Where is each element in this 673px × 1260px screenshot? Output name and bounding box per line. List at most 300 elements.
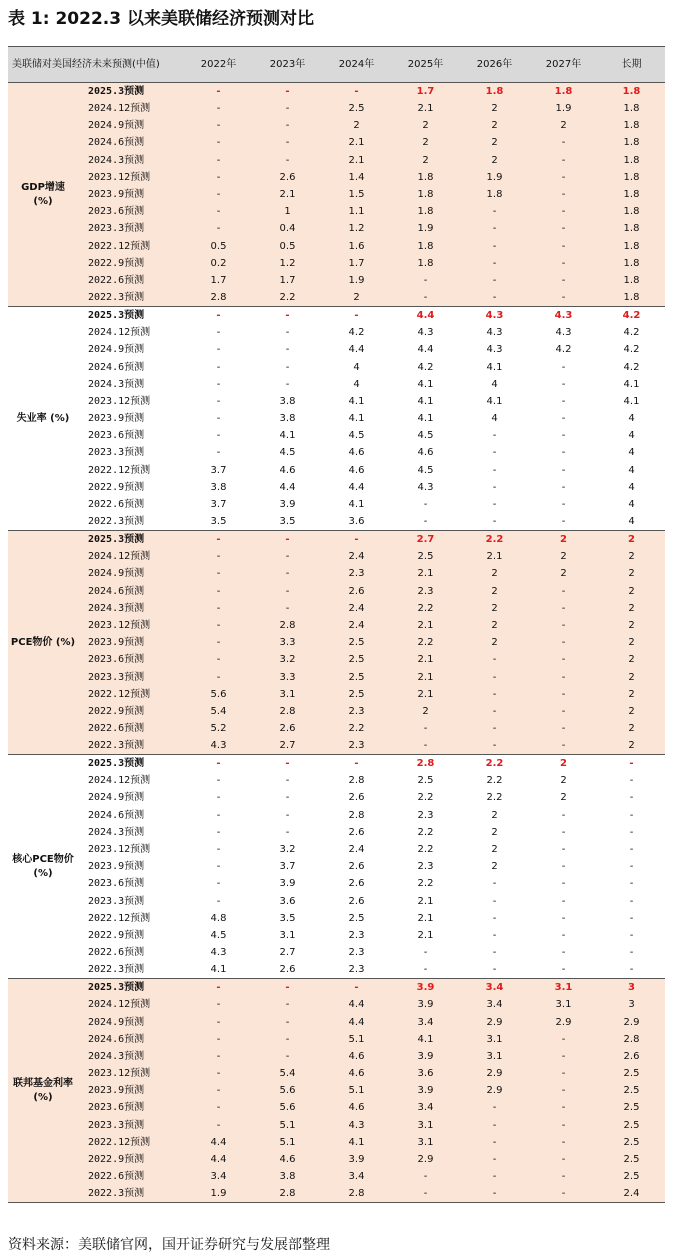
forecast-value: - [391, 961, 460, 979]
forecast-value: 2 [460, 134, 529, 151]
table-row [8, 565, 665, 582]
forecast-value: 4.2 [391, 358, 460, 375]
forecast-value: 2.5 [598, 1168, 665, 1185]
forecast-value: - [184, 203, 253, 220]
forecast-value: 2.2 [460, 772, 529, 789]
forecast-value: 2.3 [391, 807, 460, 824]
forecast-value: 1.8 [598, 289, 665, 307]
forecast-value: - [391, 272, 460, 289]
table-row [8, 944, 665, 961]
forecast-date-label: 2024.6预测 [78, 1031, 184, 1048]
forecast-value: - [460, 255, 529, 272]
forecast-value: 4.4 [391, 307, 460, 325]
forecast-value: 1.9 [184, 1185, 253, 1203]
forecast-value: - [529, 358, 598, 375]
header-year: 2022年 [184, 47, 253, 83]
table-row [8, 272, 665, 289]
forecast-value: 2 [322, 289, 391, 307]
forecast-date-label: 2022.6预测 [78, 272, 184, 289]
forecast-value: 2.6 [322, 583, 391, 600]
forecast-value: 1.9 [391, 220, 460, 237]
forecast-value: 4.6 [322, 462, 391, 479]
forecast-value: - [598, 961, 665, 979]
forecast-value: 1 [253, 203, 322, 220]
forecast-value: - [184, 858, 253, 875]
forecast-value: 2.7 [391, 531, 460, 549]
forecast-value: 5.1 [253, 1134, 322, 1151]
forecast-value: 4 [598, 462, 665, 479]
forecast-value: - [253, 358, 322, 375]
forecast-value: - [529, 220, 598, 237]
forecast-value: 2.9 [460, 1082, 529, 1099]
forecast-value: 3 [598, 979, 665, 997]
forecast-value: 2.6 [598, 1048, 665, 1065]
table-row [8, 513, 665, 531]
forecast-value: 2.5 [598, 1151, 665, 1168]
forecast-value: 2.1 [391, 100, 460, 117]
forecast-value: 2.2 [391, 789, 460, 806]
forecast-value: 0.5 [253, 238, 322, 255]
table-title: 表 1: 2022.3 以来美联储经济预测对比 [8, 9, 314, 29]
forecast-value: - [391, 737, 460, 755]
forecast-date-label: 2024.6预测 [78, 134, 184, 151]
forecast-value: - [598, 858, 665, 875]
forecast-value: 4 [598, 496, 665, 513]
forecast-date-label: 2022.6预测 [78, 496, 184, 513]
forecast-value: 1.8 [598, 186, 665, 203]
forecast-value: 4.6 [322, 1048, 391, 1065]
table-row [8, 824, 665, 841]
forecast-value: 4.1 [598, 393, 665, 410]
forecast-value: - [529, 858, 598, 875]
forecast-value: 4.6 [253, 1151, 322, 1168]
forecast-value: - [322, 755, 391, 773]
forecast-value: - [322, 979, 391, 997]
forecast-value: - [391, 720, 460, 737]
forecast-value: - [184, 134, 253, 151]
forecast-date-label: 2024.3预测 [78, 600, 184, 617]
forecast-value: - [253, 376, 322, 393]
forecast-value: - [529, 134, 598, 151]
table-row [8, 1134, 665, 1151]
forecast-value: 1.9 [529, 100, 598, 117]
forecast-value: 2.4 [598, 1185, 665, 1203]
forecast-value: - [253, 824, 322, 841]
forecast-date-label: 2024.12预测 [78, 996, 184, 1013]
forecast-value: 3.7 [184, 496, 253, 513]
forecast-value: 1.1 [322, 203, 391, 220]
forecast-value: - [184, 548, 253, 565]
forecast-value: 1.7 [253, 272, 322, 289]
forecast-value: - [460, 686, 529, 703]
forecast-value: 1.8 [598, 272, 665, 289]
forecast-value: 2.8 [598, 1031, 665, 1048]
table-row [8, 583, 665, 600]
forecast-value: 2.4 [322, 600, 391, 617]
forecast-value: 4.6 [322, 444, 391, 461]
forecast-value: 1.8 [598, 203, 665, 220]
forecast-value: 2.5 [598, 1117, 665, 1134]
forecast-date-label: 2023.9预测 [78, 1082, 184, 1099]
forecast-value: - [529, 479, 598, 496]
forecast-value: - [529, 807, 598, 824]
forecast-date-label: 2024.12预测 [78, 324, 184, 341]
forecast-date-label: 2023.6预测 [78, 1099, 184, 1116]
forecast-date-label: 2024.3预测 [78, 152, 184, 169]
forecast-value: - [529, 961, 598, 979]
forecast-value: 4.1 [391, 393, 460, 410]
forecast-value: 2.6 [322, 893, 391, 910]
indicator-name: 联邦基金利率 (%) [8, 979, 78, 1203]
forecast-value: - [184, 755, 253, 773]
forecast-value: 4 [322, 376, 391, 393]
forecast-value: 2 [460, 100, 529, 117]
forecast-date-label: 2022.12预测 [78, 686, 184, 703]
forecast-value: 2.5 [322, 651, 391, 668]
forecast-value: - [184, 668, 253, 685]
forecast-date-label: 2022.9预测 [78, 927, 184, 944]
forecast-value: 3.1 [460, 1031, 529, 1048]
forecast-value: 4.1 [598, 376, 665, 393]
forecast-value: - [184, 1013, 253, 1030]
table-header [8, 47, 665, 83]
forecast-value: 3.8 [184, 479, 253, 496]
forecast-value: 3.9 [391, 1048, 460, 1065]
forecast-value: - [529, 238, 598, 255]
forecast-value: - [253, 1013, 322, 1030]
forecast-date-label: 2024.3预测 [78, 1048, 184, 1065]
forecast-date-label: 2023.12预测 [78, 1065, 184, 1082]
forecast-value: 2 [529, 772, 598, 789]
forecast-value: - [529, 944, 598, 961]
forecast-value: 1.8 [598, 83, 665, 101]
forecast-value: - [184, 152, 253, 169]
forecast-value: - [184, 186, 253, 203]
forecast-date-label: 2023.12预测 [78, 169, 184, 186]
forecast-value: 4 [322, 358, 391, 375]
forecast-value: 4.3 [184, 944, 253, 961]
forecast-value: - [529, 427, 598, 444]
forecast-value: 4.5 [184, 927, 253, 944]
forecast-value: 4.3 [391, 479, 460, 496]
forecast-date-label: 2022.3预测 [78, 737, 184, 755]
indicator-section [8, 979, 665, 1203]
forecast-date-label: 2022.3预测 [78, 289, 184, 307]
forecast-date-label: 2024.9预测 [78, 789, 184, 806]
forecast-value: 3.1 [391, 1117, 460, 1134]
forecast-value: - [253, 600, 322, 617]
forecast-value: - [460, 444, 529, 461]
forecast-value: 2.3 [322, 565, 391, 582]
forecast-value: - [598, 910, 665, 927]
forecast-value: - [460, 944, 529, 961]
forecast-value: 3.1 [253, 686, 322, 703]
forecast-value: 1.8 [598, 169, 665, 186]
forecast-value: 2.8 [184, 289, 253, 307]
forecast-date-label: 2023.6预测 [78, 427, 184, 444]
forecast-value: - [529, 1134, 598, 1151]
forecast-date-label: 2025.3预测 [78, 83, 184, 101]
forecast-value: 3.6 [322, 513, 391, 531]
forecast-date-label: 2024.6预测 [78, 807, 184, 824]
forecast-value: - [598, 789, 665, 806]
forecast-value: 4.3 [322, 1117, 391, 1134]
forecast-value: - [253, 324, 322, 341]
forecast-date-label: 2023.3预测 [78, 1117, 184, 1134]
forecast-value: 2.5 [322, 668, 391, 685]
forecast-value: 2.6 [322, 824, 391, 841]
forecast-value: 1.8 [598, 238, 665, 255]
forecast-date-label: 2023.6预测 [78, 875, 184, 892]
forecast-value: 2.6 [253, 720, 322, 737]
forecast-value: 5.2 [184, 720, 253, 737]
forecast-value: 2 [529, 755, 598, 773]
forecast-value: - [598, 807, 665, 824]
header-year: 2027年 [529, 47, 598, 83]
forecast-value: 1.8 [391, 238, 460, 255]
forecast-value: 1.8 [391, 186, 460, 203]
table-row [8, 169, 665, 186]
forecast-value: 2.5 [598, 1099, 665, 1116]
forecast-value: 2.2 [391, 634, 460, 651]
forecast-value: - [184, 307, 253, 325]
forecast-value: 2.5 [598, 1065, 665, 1082]
forecast-value: - [184, 1099, 253, 1116]
table-row [8, 548, 665, 565]
forecast-value: 1.8 [598, 117, 665, 134]
table-row [8, 703, 665, 720]
forecast-value: - [253, 307, 322, 325]
forecast-value: 1.2 [322, 220, 391, 237]
forecast-value: - [529, 703, 598, 720]
forecast-value: 2 [529, 117, 598, 134]
table-row [8, 651, 665, 668]
forecast-date-label: 2022.12预测 [78, 910, 184, 927]
forecast-date-label: 2023.3预测 [78, 893, 184, 910]
forecast-date-label: 2022.9预测 [78, 1151, 184, 1168]
forecast-date-label: 2022.6预测 [78, 1168, 184, 1185]
forecast-value: - [253, 341, 322, 358]
forecast-value: 4 [460, 376, 529, 393]
forecast-value: - [598, 772, 665, 789]
forecast-value: - [529, 824, 598, 841]
forecast-value: 2.2 [460, 755, 529, 773]
forecast-value: 3.1 [529, 996, 598, 1013]
forecast-value: 2.9 [460, 1013, 529, 1030]
table-row [8, 341, 665, 358]
forecast-value: 4 [598, 513, 665, 531]
forecast-value: 2.3 [322, 961, 391, 979]
forecast-value: 1.5 [322, 186, 391, 203]
forecast-value: 1.8 [598, 220, 665, 237]
forecast-value: 3.8 [253, 393, 322, 410]
forecast-value: 3.5 [253, 910, 322, 927]
forecast-value: 5.4 [184, 703, 253, 720]
forecast-value: - [253, 772, 322, 789]
forecast-value: 2.2 [391, 600, 460, 617]
table-row [8, 1013, 665, 1030]
forecast-value: 3.4 [391, 1013, 460, 1030]
forecast-value: 2.3 [322, 703, 391, 720]
forecast-value: 4.1 [322, 496, 391, 513]
forecast-value: - [460, 272, 529, 289]
forecast-value: 3.9 [391, 979, 460, 997]
forecast-value: - [184, 427, 253, 444]
forecast-value: - [253, 134, 322, 151]
forecast-value: - [460, 1117, 529, 1134]
forecast-value: 2.4 [322, 617, 391, 634]
forecast-value: - [184, 531, 253, 549]
forecast-value: 4.3 [529, 307, 598, 325]
forecast-date-label: 2022.9预测 [78, 703, 184, 720]
forecast-value: - [184, 358, 253, 375]
table-row [8, 100, 665, 117]
table-row [8, 961, 665, 979]
forecast-value: - [460, 1185, 529, 1203]
forecast-table-container [8, 46, 665, 1203]
forecast-value: 4.1 [322, 1134, 391, 1151]
forecast-value: 2 [460, 600, 529, 617]
table-row [8, 996, 665, 1013]
forecast-date-label: 2022.6预测 [78, 720, 184, 737]
table-row [8, 772, 665, 789]
forecast-value: - [253, 100, 322, 117]
forecast-value: - [460, 668, 529, 685]
forecast-value: 1.6 [322, 238, 391, 255]
table-row [8, 496, 665, 513]
forecast-value: 1.8 [460, 83, 529, 101]
forecast-value: - [184, 979, 253, 997]
forecast-value: - [460, 961, 529, 979]
forecast-value: 2.5 [598, 1082, 665, 1099]
forecast-value: 2 [598, 686, 665, 703]
forecast-value: 2.5 [322, 100, 391, 117]
table-row [8, 410, 665, 427]
table-row [8, 893, 665, 910]
forecast-value: 2.2 [322, 720, 391, 737]
table-row [8, 617, 665, 634]
forecast-value: 2 [598, 600, 665, 617]
forecast-value: 4.5 [253, 444, 322, 461]
forecast-value: 2.8 [322, 807, 391, 824]
forecast-value: 4.2 [598, 341, 665, 358]
forecast-value: - [184, 634, 253, 651]
forecast-date-label: 2024.12预测 [78, 772, 184, 789]
forecast-value: - [253, 565, 322, 582]
forecast-value: 5.1 [322, 1031, 391, 1048]
forecast-value: 2.1 [460, 548, 529, 565]
forecast-value: - [460, 1099, 529, 1116]
forecast-value: 2 [460, 824, 529, 841]
forecast-value: - [184, 341, 253, 358]
table-row [8, 203, 665, 220]
forecast-value: 2 [598, 651, 665, 668]
table-row [8, 737, 665, 755]
forecast-date-label: 2023.12预测 [78, 841, 184, 858]
forecast-value: 2.8 [253, 1185, 322, 1203]
forecast-date-label: 2023.6预测 [78, 651, 184, 668]
forecast-value: - [460, 737, 529, 755]
forecast-value: - [529, 1168, 598, 1185]
forecast-value: - [460, 893, 529, 910]
forecast-value: 2.5 [322, 910, 391, 927]
forecast-value: 4.5 [391, 427, 460, 444]
forecast-value: 3.1 [460, 1048, 529, 1065]
forecast-value: - [460, 513, 529, 531]
forecast-value: 2.3 [322, 927, 391, 944]
forecast-date-label: 2025.3预测 [78, 531, 184, 549]
forecast-value: 2.9 [598, 1013, 665, 1030]
forecast-value: - [529, 1185, 598, 1203]
forecast-value: 4.3 [460, 341, 529, 358]
forecast-date-label: 2022.12预测 [78, 238, 184, 255]
forecast-value: - [184, 824, 253, 841]
table-row [8, 1151, 665, 1168]
forecast-value: 4.3 [391, 324, 460, 341]
forecast-value: 2.2 [391, 841, 460, 858]
table-row [8, 979, 665, 997]
forecast-value: 1.9 [322, 272, 391, 289]
forecast-value: 4 [598, 410, 665, 427]
forecast-value: - [391, 1185, 460, 1203]
forecast-value: - [529, 927, 598, 944]
forecast-value: 3.6 [391, 1065, 460, 1082]
forecast-value: - [529, 893, 598, 910]
forecast-value: - [322, 531, 391, 549]
forecast-value: - [184, 100, 253, 117]
forecast-value: 2.8 [253, 617, 322, 634]
forecast-value: 2 [598, 634, 665, 651]
forecast-value: 2.3 [322, 737, 391, 755]
forecast-value: - [184, 565, 253, 582]
forecast-value: 2 [391, 703, 460, 720]
forecast-date-label: 2022.3预测 [78, 513, 184, 531]
forecast-value: 4.4 [322, 1013, 391, 1030]
forecast-value: - [529, 720, 598, 737]
forecast-value: - [184, 169, 253, 186]
table-row [8, 634, 665, 651]
forecast-value: - [460, 289, 529, 307]
forecast-value: - [184, 772, 253, 789]
forecast-value: - [184, 807, 253, 824]
forecast-value: 2 [460, 634, 529, 651]
forecast-date-label: 2024.6预测 [78, 583, 184, 600]
forecast-date-label: 2023.12预测 [78, 393, 184, 410]
forecast-value: 2.9 [391, 1151, 460, 1168]
forecast-value: 2 [322, 117, 391, 134]
forecast-value: 2 [460, 858, 529, 875]
forecast-value: 4.6 [322, 1065, 391, 1082]
indicator-name: GDP增速 (%) [8, 83, 78, 307]
forecast-value: 2.8 [391, 755, 460, 773]
table-row [8, 789, 665, 806]
forecast-value: 2 [598, 548, 665, 565]
forecast-value: - [184, 1048, 253, 1065]
table-row [8, 1082, 665, 1099]
forecast-value: - [460, 479, 529, 496]
forecast-value: 2 [598, 617, 665, 634]
forecast-value: 1.8 [598, 255, 665, 272]
forecast-date-label: 2022.12预测 [78, 462, 184, 479]
table-row [8, 324, 665, 341]
forecast-value: 2.8 [322, 772, 391, 789]
forecast-value: 3 [598, 996, 665, 1013]
forecast-value: 2.1 [391, 565, 460, 582]
forecast-value: - [529, 255, 598, 272]
forecast-value: 4.3 [529, 324, 598, 341]
forecast-value: 5.1 [253, 1117, 322, 1134]
table-row [8, 186, 665, 203]
